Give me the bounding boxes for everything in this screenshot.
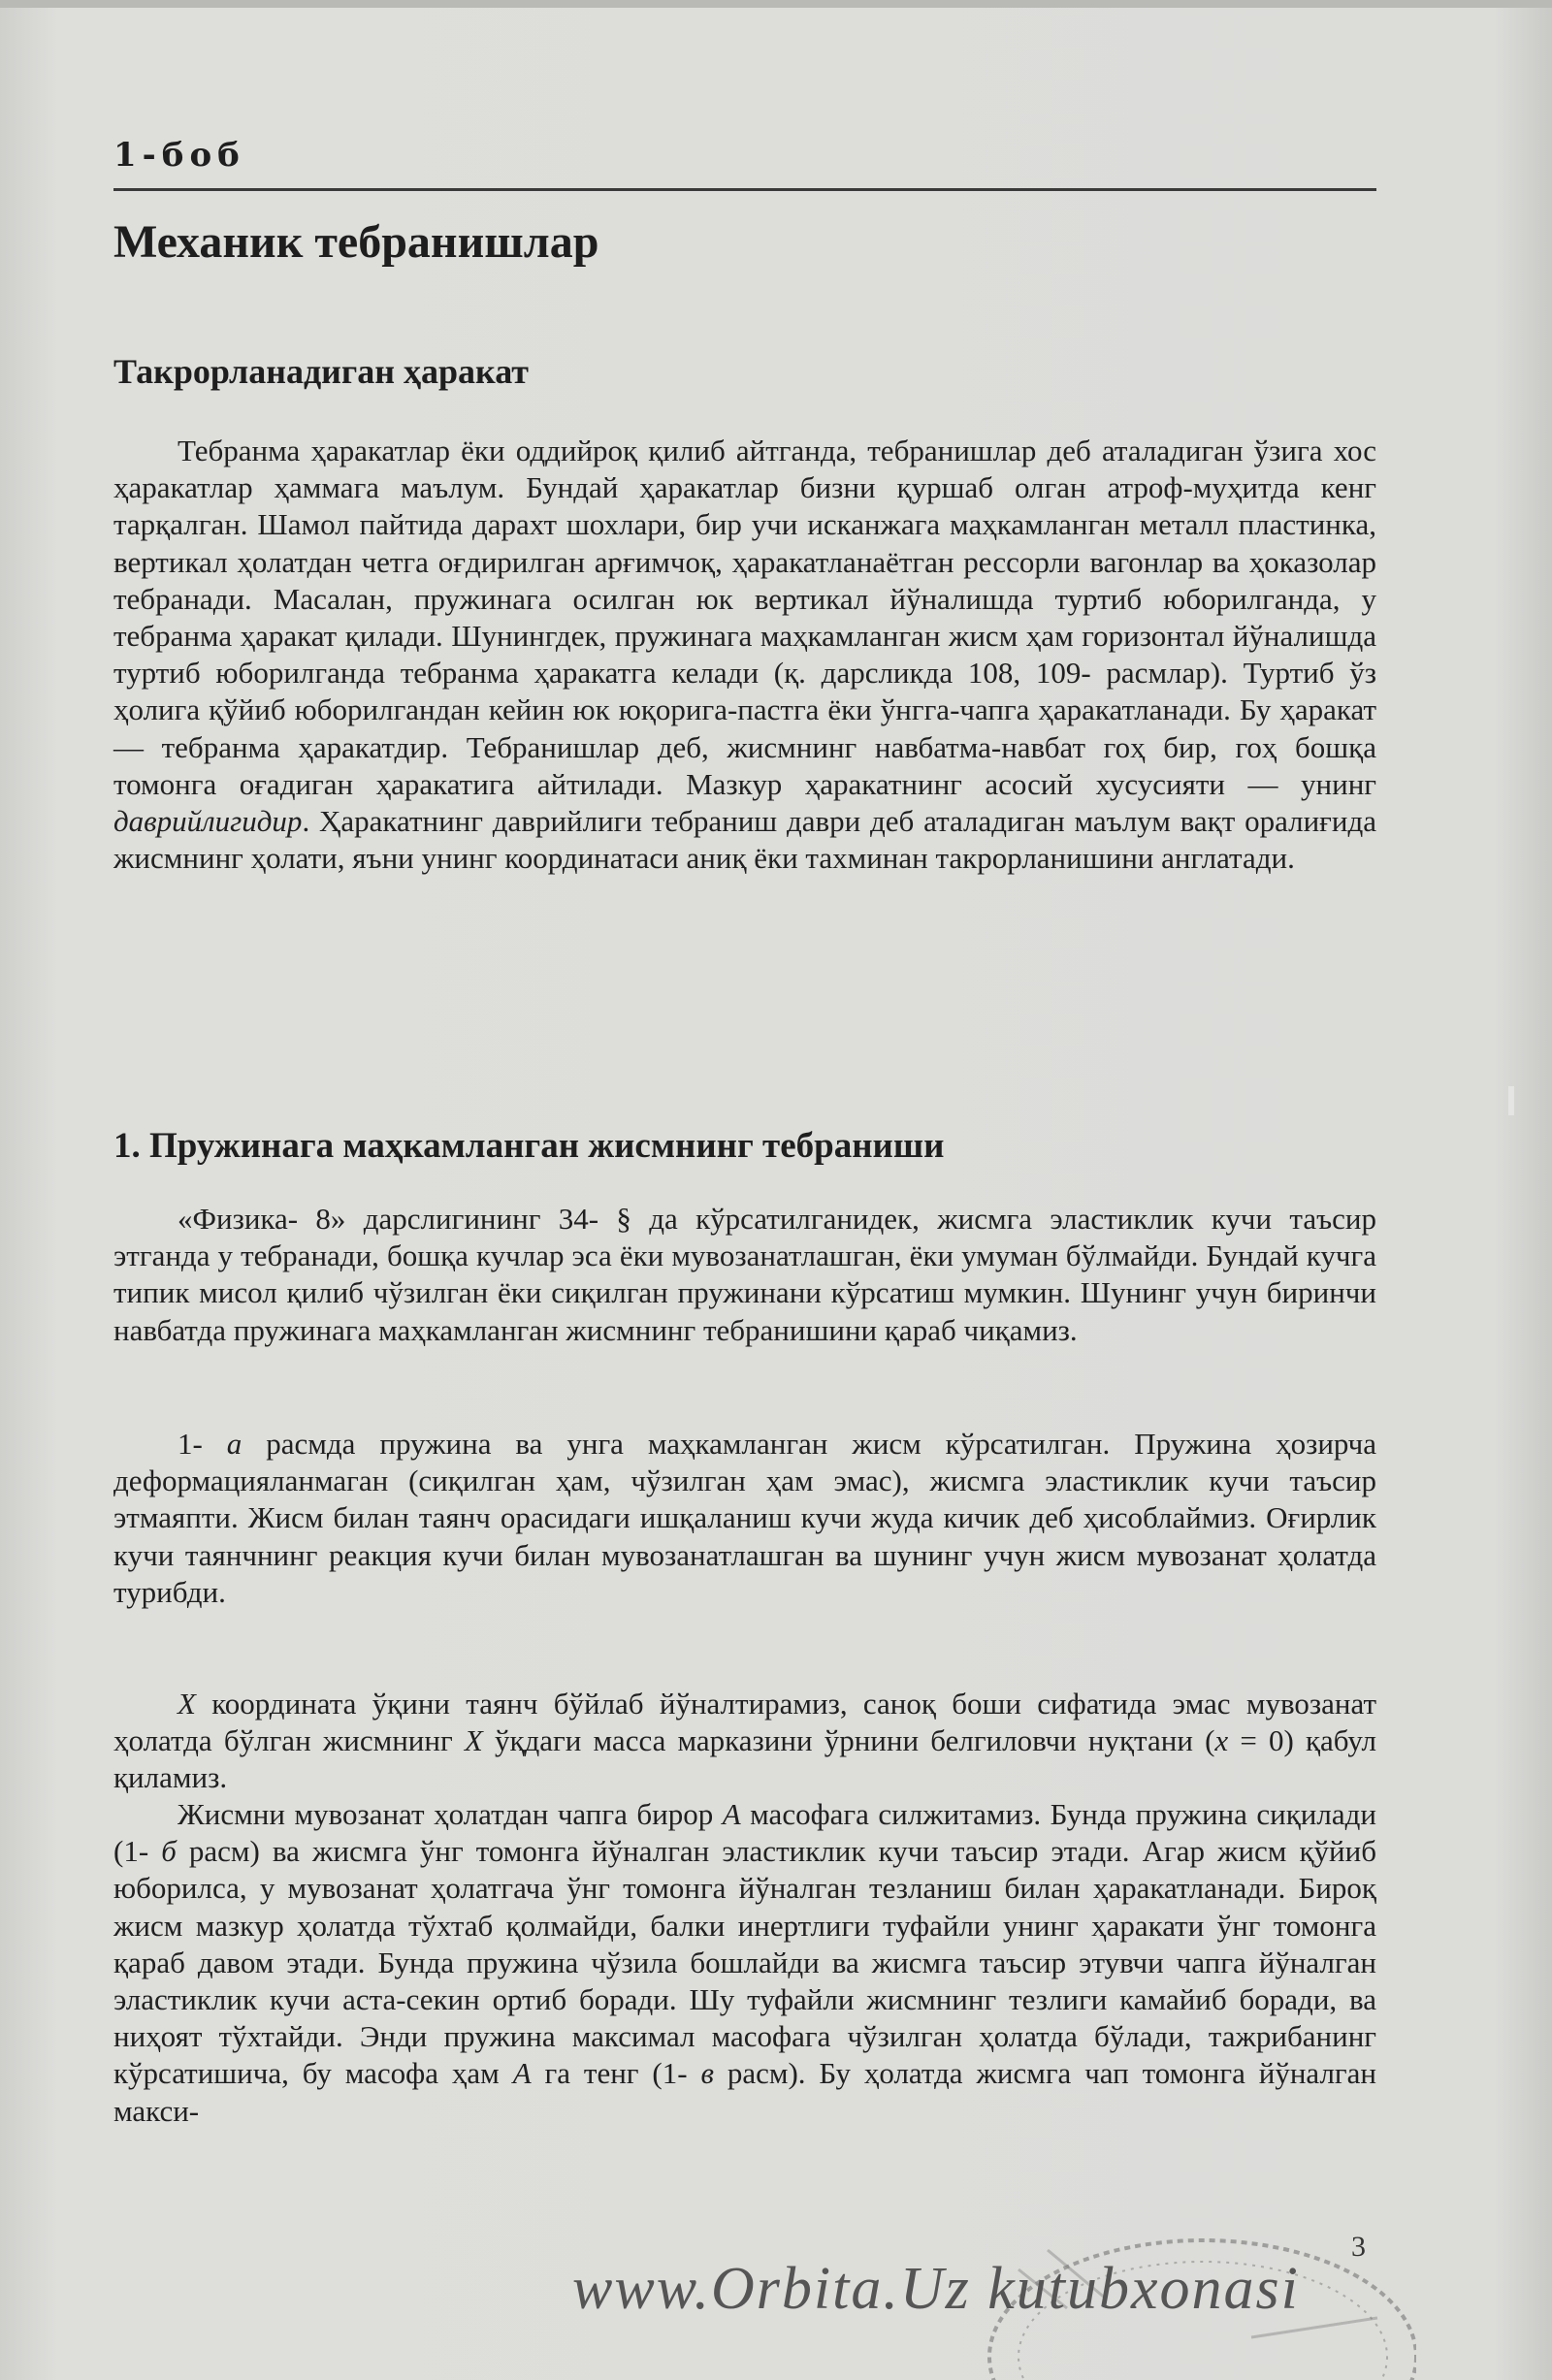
page-number: 3 (1351, 2231, 1366, 2263)
figure-ref-letter: а (226, 1427, 242, 1461)
watermark: www.Orbita.Uz kutubxonasi (572, 2256, 1300, 2322)
paragraph-intro-text: Тебранма ҳаракатлар ёки оддийроқ қилиб айтганда, тебранишлар деб аталадиган ўзига хос ҳаракатлар ҳаммага маълум. Бундай ҳаракатлар бизни қуршаб олган атроф-муҳитда кенг тарқалган. Шамол пайтида дарахт шохлари, бир учи исканжага маҳкамланган металл пластинка, вертикал ҳолатдан четга оғдирилган арғимчоқ, ҳаракатланаётган рессорли вагонлар ва ҳоказолар тебранади. Масалан, пружинага осилган юк вертикал йўналишда туртиб юборилганда, у тебранма ҳаракат қилади. Шунингдек, пружинага маҳкамланган жисм ҳам горизонтал йўналишда туртиб юборилганда тебранма ҳаракатга келади (қ. дарсликда 108, 109- расмлар). Туртиб ўз ҳолига қўйиб юборилгандан кейин юк юқорига-пастга ёки ўнгга-чапга ҳаракатланади. Бу ҳаракат — тебранма ҳаракатдир. Тебранишлар деб, жисмнинг навбатма-навбат гоҳ бир, гоҳ бошқа томонга оғадиган ҳаракатига айтилади. Мазкур ҳаракатнинг асосий хусусияти — унинг (113, 434, 1376, 801)
scan-artifact (1508, 1086, 1514, 1115)
variable-amplitude-2: А (512, 2056, 532, 2091)
axis-symbol-2: X (464, 1723, 483, 1758)
paragraph-coordinate-axis (113, 1686, 1376, 1797)
page-top-edge (0, 0, 1552, 8)
figure-ref-letter-v: в (700, 2056, 714, 2091)
chapter-label: 1-боб (113, 136, 245, 175)
paragraph-coordinate-text-b: ўқдаги масса марказини ўрнини белгиловчи нуқтани ( (482, 1723, 1215, 1758)
variable-amplitude: А (722, 1797, 741, 1831)
subsection-title: 1. Пружинага маҳкамланган жисмнинг тебраниши (113, 1126, 945, 1166)
chapter-divider (113, 188, 1376, 191)
paragraph-intro (113, 433, 1376, 877)
paragraph-displacement-text-b: масофага силжитамиз. Бунда пружина сиқилади (1- (113, 1797, 1376, 1869)
section-title: Такрорланадиган ҳаракат (113, 352, 529, 391)
paragraph-displacement-text-d: га тенг (1- (531, 2056, 701, 2091)
paragraph-displacement (113, 1796, 1376, 2130)
emphasis-periodicity: даврийлигидир (113, 804, 303, 839)
axis-symbol: X (178, 1687, 196, 1721)
figure-ref-number: 1- (178, 1427, 203, 1461)
paragraph-displacement-text-c: расм) ва жисмга ўнг томонга йўналган эластиклик кучи таъсир этади. Агар жисм қўйиб юборилса, у мувозанат ҳолатгача ўнг томонга йўналган тезланиш билан ҳаракатланади. Бироқ жисм мазкур ҳолатда тўхтаб қолмайди, балки инертлиги туфайли унинг ҳаракати ўнг томонга қараб давом этади. Бунда пружина чўзила бошлайди ва жисмга таъсир этувчи чапга йўналган эластиклик кучи аста-секин ортиб боради. Шу туфайли жисмнинг тезлиги камайиб боради, ва ниҳоят тўхтайди. Энди пружина максимал масофага чўзилган ҳолатда бўлади, тажрибанинг кўрсатишича, бу масофа ҳам (113, 1834, 1376, 2091)
paragraph-displacement-text-e: расм). Бу ҳолатда жисмга чап томонга йўналган макси- (113, 2056, 1376, 2128)
paragraph-displacement-text-a: Жисмни мувозанат ҳолатдан чапга бирор (178, 1797, 723, 1831)
chapter-title: Механик тебранишлар (113, 216, 599, 268)
paragraph-figure-1a-text: расмда пружина ва унга маҳкамланган жисм кўрсатилган. Пружина ҳозирча деформацияланмаган (сиқилган ҳам, чўзилган ҳам эмас), жисмга эластиклик кучи таъсир этмаяпти. Жисм билан таянч орасидаги ишқаланиш кучи жуда кичик деб ҳисоблаймиз. Оғирлик кучи таянчнинг реакция кучи билан мувозанатлашган ва шунинг учун жисм мувозанат ҳолатда турибди. (113, 1427, 1376, 1609)
paragraph-intro-rest: . Ҳаракатнинг даврийлиги тебраниш даври деб аталадиган маълум вақт оралиғида жисмнинг ҳолати, яъни унинг координатаси аниқ ёки тахминан такрорланишини англатади. (113, 804, 1376, 876)
paragraph-coordinate-text-a: координата ўқини таянч бўйлаб йўналтирамиз, саноқ боши сифатида эмас мувозанат ҳолатда бўлган жисмнинг (113, 1687, 1376, 1758)
figure-ref-letter-b: б (161, 1834, 177, 1869)
paragraph-coordinate-text-c: = 0) қабул қиламиз. (113, 1723, 1376, 1795)
paragraph-figure-1a (113, 1426, 1376, 1611)
variable-x: x (1214, 1723, 1229, 1758)
paragraph-physics8: «Физика- 8» дарслигининг 34- § да кўрсатилганидек, жисмга эластиклик кучи таъсир этганда у тебранади, бошқа кучлар эса ёки мувозанатлашган, ёки умуман бўлмайди. Бундай кучга типик мисол қилиб чўзилган ёки сиқилган пружинани кўрсатиш мумкин. Шунинг учун биринчи навбатда пружинага маҳкамланган жисмнинг тебранишини қараб чиқамиз. (113, 1202, 1376, 1347)
